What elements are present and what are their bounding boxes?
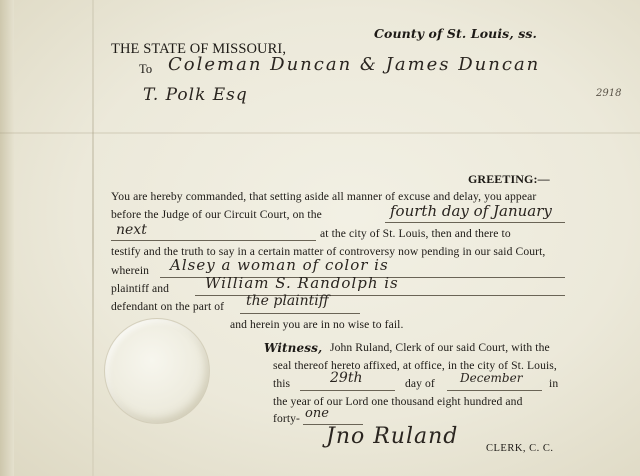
fill-line — [385, 222, 565, 223]
witness-line-1: John Ruland, Clerk of our said Court, with the — [330, 341, 550, 354]
body-line-3b: at the city of St. Louis, then and there to — [320, 227, 511, 240]
addressee-handwritten-2: T. Polk Esq — [143, 85, 248, 105]
party-handwritten: the plaintiff — [246, 293, 329, 309]
body-line-7a: defendant on the part of — [111, 300, 225, 313]
fill-line — [240, 313, 360, 314]
paper-edge — [0, 0, 14, 476]
body-line-8: and herein you are in no wise to fail. — [230, 318, 404, 331]
month-handwritten: December — [460, 371, 523, 385]
defendant-name-handwritten: William S. Randolph is — [205, 274, 399, 292]
body-line-5a: wherein — [111, 264, 150, 277]
plaintiff-name-handwritten: Alsey a woman of color is — [170, 256, 389, 274]
greeting: GREETING:— — [468, 172, 550, 186]
fill-line — [111, 240, 316, 241]
state-heading: THE STATE OF MISSOURI, — [111, 41, 287, 57]
corner-annotation: 2918 — [596, 88, 622, 99]
addressee-handwritten-1: Coleman Duncan & James Duncan — [168, 54, 541, 75]
county-heading: County of St. Louis, ss. — [374, 26, 537, 41]
body-line-2a: before the Judge of our Circuit Court, on the — [111, 208, 322, 221]
witness-line-2: seal thereof hereto affixed, at office, in the city of St. Louis, — [273, 359, 557, 372]
witness-line-3c: in — [549, 377, 559, 390]
appearance-date-next-handwritten: next — [116, 222, 147, 238]
witness-line-3b: day of — [405, 377, 435, 390]
clerk-title: CLERK, C. C. — [486, 443, 554, 454]
year-handwritten: one — [305, 406, 329, 421]
witness-line-3a: this — [273, 377, 291, 390]
body-line-6a: plaintiff and — [111, 282, 170, 295]
clerk-signature: Jno Ruland — [326, 424, 459, 449]
witness-line-5a: forty- — [273, 412, 300, 425]
embossed-seal — [104, 318, 210, 424]
fill-line — [447, 390, 542, 391]
appearance-date-handwritten: fourth day of January — [390, 202, 552, 220]
day-handwritten: 29th — [330, 370, 363, 386]
body-line-4: testify and the truth to say in a certain matter of controversy now pending in our said Court, — [111, 245, 546, 258]
paper-fold-vertical — [92, 0, 94, 476]
witness-line-4: the year of our Lord one thousand eight hundred and — [273, 395, 523, 408]
witness-word: Witness, — [264, 341, 323, 355]
paper-fold-horizontal — [0, 132, 640, 134]
body-line-1: You are hereby commanded, that setting aside all manner of excuse and delay, you appear — [111, 190, 537, 203]
to-label: To — [139, 62, 153, 76]
fill-line — [300, 390, 395, 391]
